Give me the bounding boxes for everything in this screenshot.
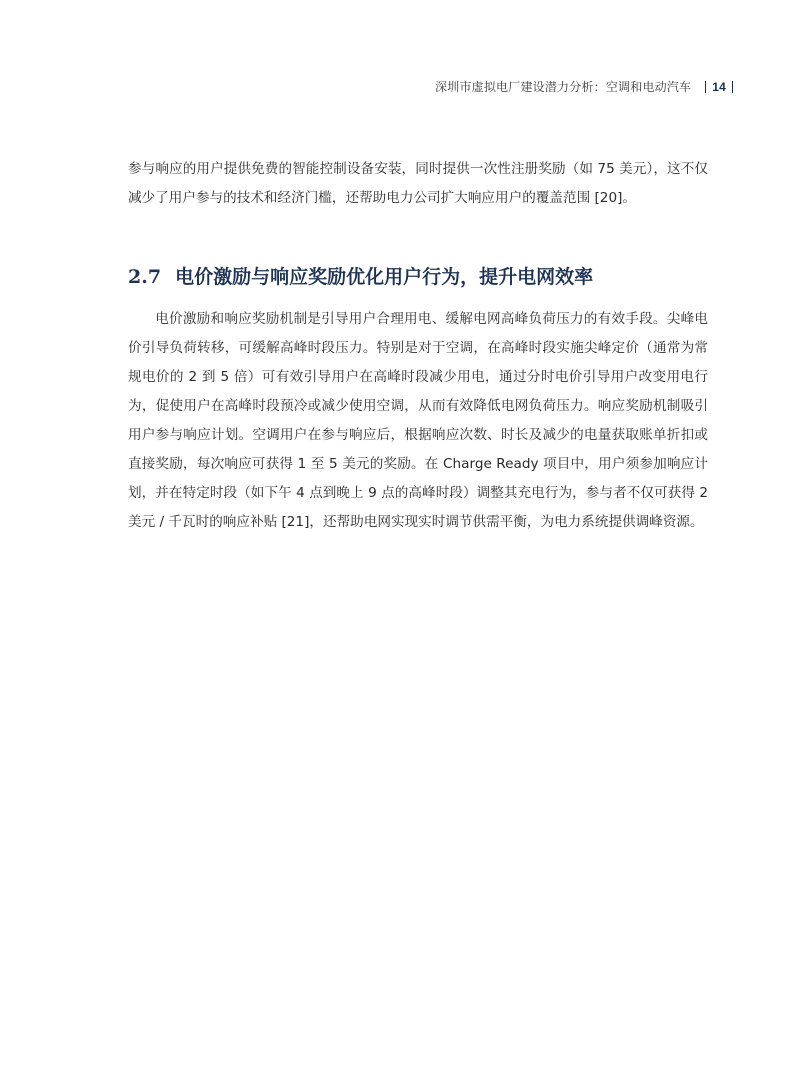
intro-paragraph: 参与响应的用户提供免费的智能控制设备安装，同时提供一次性注册奖励（如 75 美元），这不仅减少了用户参与的技术和经济门槛，还帮助电力公司扩大响应用户的覆盖范围 [20]。 — [128, 161, 708, 206]
section-heading — [128, 262, 593, 289]
page-number: 14 — [705, 81, 733, 93]
running-header-title: 深圳市虚拟电厂建设潜力分析：空调和电动汽车 — [435, 80, 692, 94]
section-body-block — [128, 305, 708, 537]
running-header — [435, 78, 733, 95]
section-number: 2.7 — [128, 266, 162, 288]
section-body-paragraph: 电价激励和响应奖励机制是引导用户合理用电、缓解电网高峰负荷压力的有效手段。尖峰电价引导负荷转移，可缓解高峰时段压力。特别是对于空调，在高峰时段实施尖峰定价（通常为常规电价的 2 到 5 倍）可有效引导用户在高峰时段减少用电，通过分时电价引导用户改变用电行为，促使用户在高峰时段预冷或减少使用空调，从而有效降低电网负荷压力。响应奖励机制吸引用户参与响应计划。空调用户在参与响应后，根据响应次数、时长及减少的电量获取账单折扣或直接奖励，每次响应可获得 1 至 5 美元的奖励。在 Charge Ready 项目中，用户须参加响应计划，并在特定时段（如下午 4 点到晚上 9 点的高峰时段）调整其充电行为，参与者不仅可获得 2 美元 / 千瓦时的响应补贴 [21]，还帮助电网实现实时调节供需平衡，为电力系统提供调峰资源。 — [128, 311, 708, 530]
section-title: 电价激励与响应奖励优化用户行为，提升电网效率 — [175, 266, 594, 288]
intro-paragraph-block — [128, 155, 708, 213]
